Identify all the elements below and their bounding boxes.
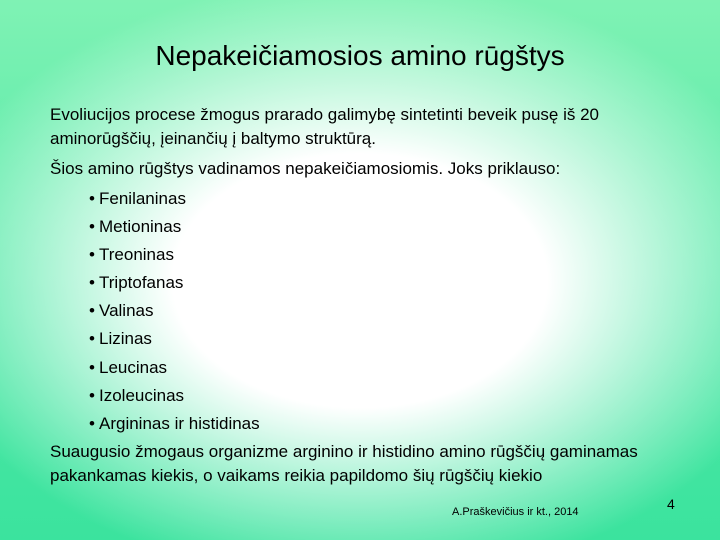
- list-item-label: Metioninas: [99, 217, 182, 237]
- list-item-label: Lizinas: [99, 329, 152, 349]
- bullet-icon: •: [89, 273, 95, 293]
- list-item-label: Izoleucinas: [99, 385, 185, 405]
- list-item-label: Triptofanas: [99, 273, 184, 293]
- list-item: [89, 269, 260, 297]
- list-item: [89, 382, 260, 410]
- list-item: [89, 185, 260, 213]
- list-item-label: Leucinas: [99, 357, 168, 377]
- intro-paragraph: Evoliucijos procese žmogus prarado galimybę sintetinti beveik pusę iš 20 aminorūgščių, įeinančių į baltymo struktūrą.: [50, 105, 600, 148]
- conclusion-paragraph: Suaugusio žmogaus organizme arginino ir histidino amino rūgščių gaminamas pakankamas kiekis, o vaikams reikia papildomo šių rūgščių kiekio: [50, 442, 638, 485]
- bullet-icon: •: [89, 385, 95, 405]
- bullet-icon: •: [89, 301, 95, 321]
- footer-citation: A.Praškevičius ir kt., 2014: [452, 506, 579, 518]
- bullet-icon: •: [89, 217, 95, 237]
- list-item: [89, 213, 260, 241]
- list-item: [89, 354, 260, 382]
- bullet-icon: •: [89, 189, 95, 208]
- bullet-icon: •: [89, 329, 95, 349]
- bullet-icon: •: [89, 357, 95, 377]
- list-item: [89, 325, 260, 353]
- list-item-label: Treoninas: [99, 245, 174, 265]
- list-item-label: Fenilaninas: [99, 189, 186, 208]
- bullet-icon: •: [89, 245, 95, 265]
- list-item: [89, 241, 260, 269]
- list-intro-paragraph: Šios amino rūgštys vadinamos nepakeičiamosiomis. Joks priklauso:: [50, 159, 561, 178]
- list-item-label: Valinas: [99, 301, 154, 321]
- slide-title: Nepakeičiamosios amino rūgštys: [155, 40, 565, 71]
- list-item: [89, 297, 260, 325]
- bullet-icon: •: [89, 413, 95, 433]
- list-item-label: Argininas ir histidinas: [99, 413, 260, 433]
- amino-acid-list: [89, 185, 260, 438]
- list-item: [89, 410, 260, 438]
- page-number: 4: [667, 496, 675, 512]
